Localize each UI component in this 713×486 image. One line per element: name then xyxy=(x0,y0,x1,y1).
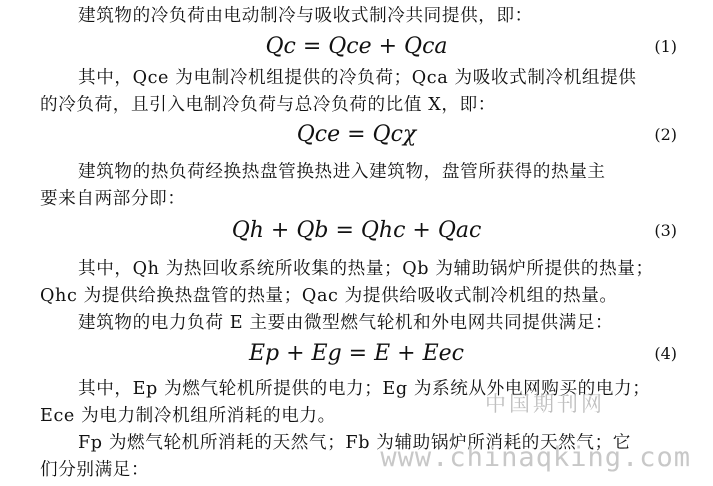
watermark-chinese: 中国期刊网 xyxy=(485,392,605,416)
equation-3-number: (3) xyxy=(654,221,677,240)
paragraph-heat-load-line2: 要来自两部分即： xyxy=(40,189,186,209)
equation-2 xyxy=(0,120,713,150)
paragraph-cooling-load: 建筑物的冷负荷由电动制冷与吸收式制冷共同提供，即： xyxy=(78,6,533,26)
equation-3-formula: Qh + Qb = Qhc + Qac xyxy=(231,218,482,243)
paragraph-heat-terms-line2: Qhc 为提供给换热盘管的热量；Qac 为提供给吸收式制冷机组的热量。 xyxy=(40,286,618,306)
watermark-url: www.chinaqking.com xyxy=(380,442,691,473)
equation-4-number: (4) xyxy=(654,344,677,363)
equation-2-formula: Qce = Qcχ xyxy=(296,122,417,147)
paragraph-heat-load-line1: 建筑物的热负荷经换热盘管换热进入建筑物，盘管所获得的热量主 xyxy=(78,162,606,182)
equation-3 xyxy=(0,216,713,246)
equation-4 xyxy=(0,339,713,369)
paragraph-power-terms-line1: 其中，Ep 为燃气轮机所提供的电力；Eg 为系统从外电网购买的电力； xyxy=(78,379,651,399)
paragraph-power-terms-line2: Ece 为电力制冷机组所消耗的电力。 xyxy=(40,406,336,426)
equation-1 xyxy=(0,32,713,62)
paragraph-gas-line2: 们分别满足： xyxy=(40,460,150,480)
paragraph-heat-terms-line1: 其中，Qh 为热回收系统所收集的热量；Qb 为辅助锅炉所提供的热量； xyxy=(78,259,654,279)
paragraph-qce-qca-line1: 其中，Qce 为电制冷机组提供的冷负荷；Qca 为吸收式制冷机组提供 xyxy=(78,68,637,88)
paragraph-gas-line1: Fp 为燃气轮机所消耗的天然气；Fb 为辅助锅炉所消耗的天然气；它 xyxy=(78,433,631,453)
equation-4-formula: Ep + Eg = E + Eec xyxy=(248,341,464,366)
equation-1-formula: Qc = Qce + Qca xyxy=(265,34,448,59)
paragraph-qce-qca-line2: 的冷负荷，且引入电制冷负荷与总冷负荷的比值 X，即： xyxy=(40,95,496,115)
equation-1-number: (1) xyxy=(654,37,677,56)
equation-2-number: (2) xyxy=(654,125,677,144)
paragraph-electric-load: 建筑物的电力负荷 E 主要由微型燃气轮机和外电网共同提供满足： xyxy=(78,313,614,333)
